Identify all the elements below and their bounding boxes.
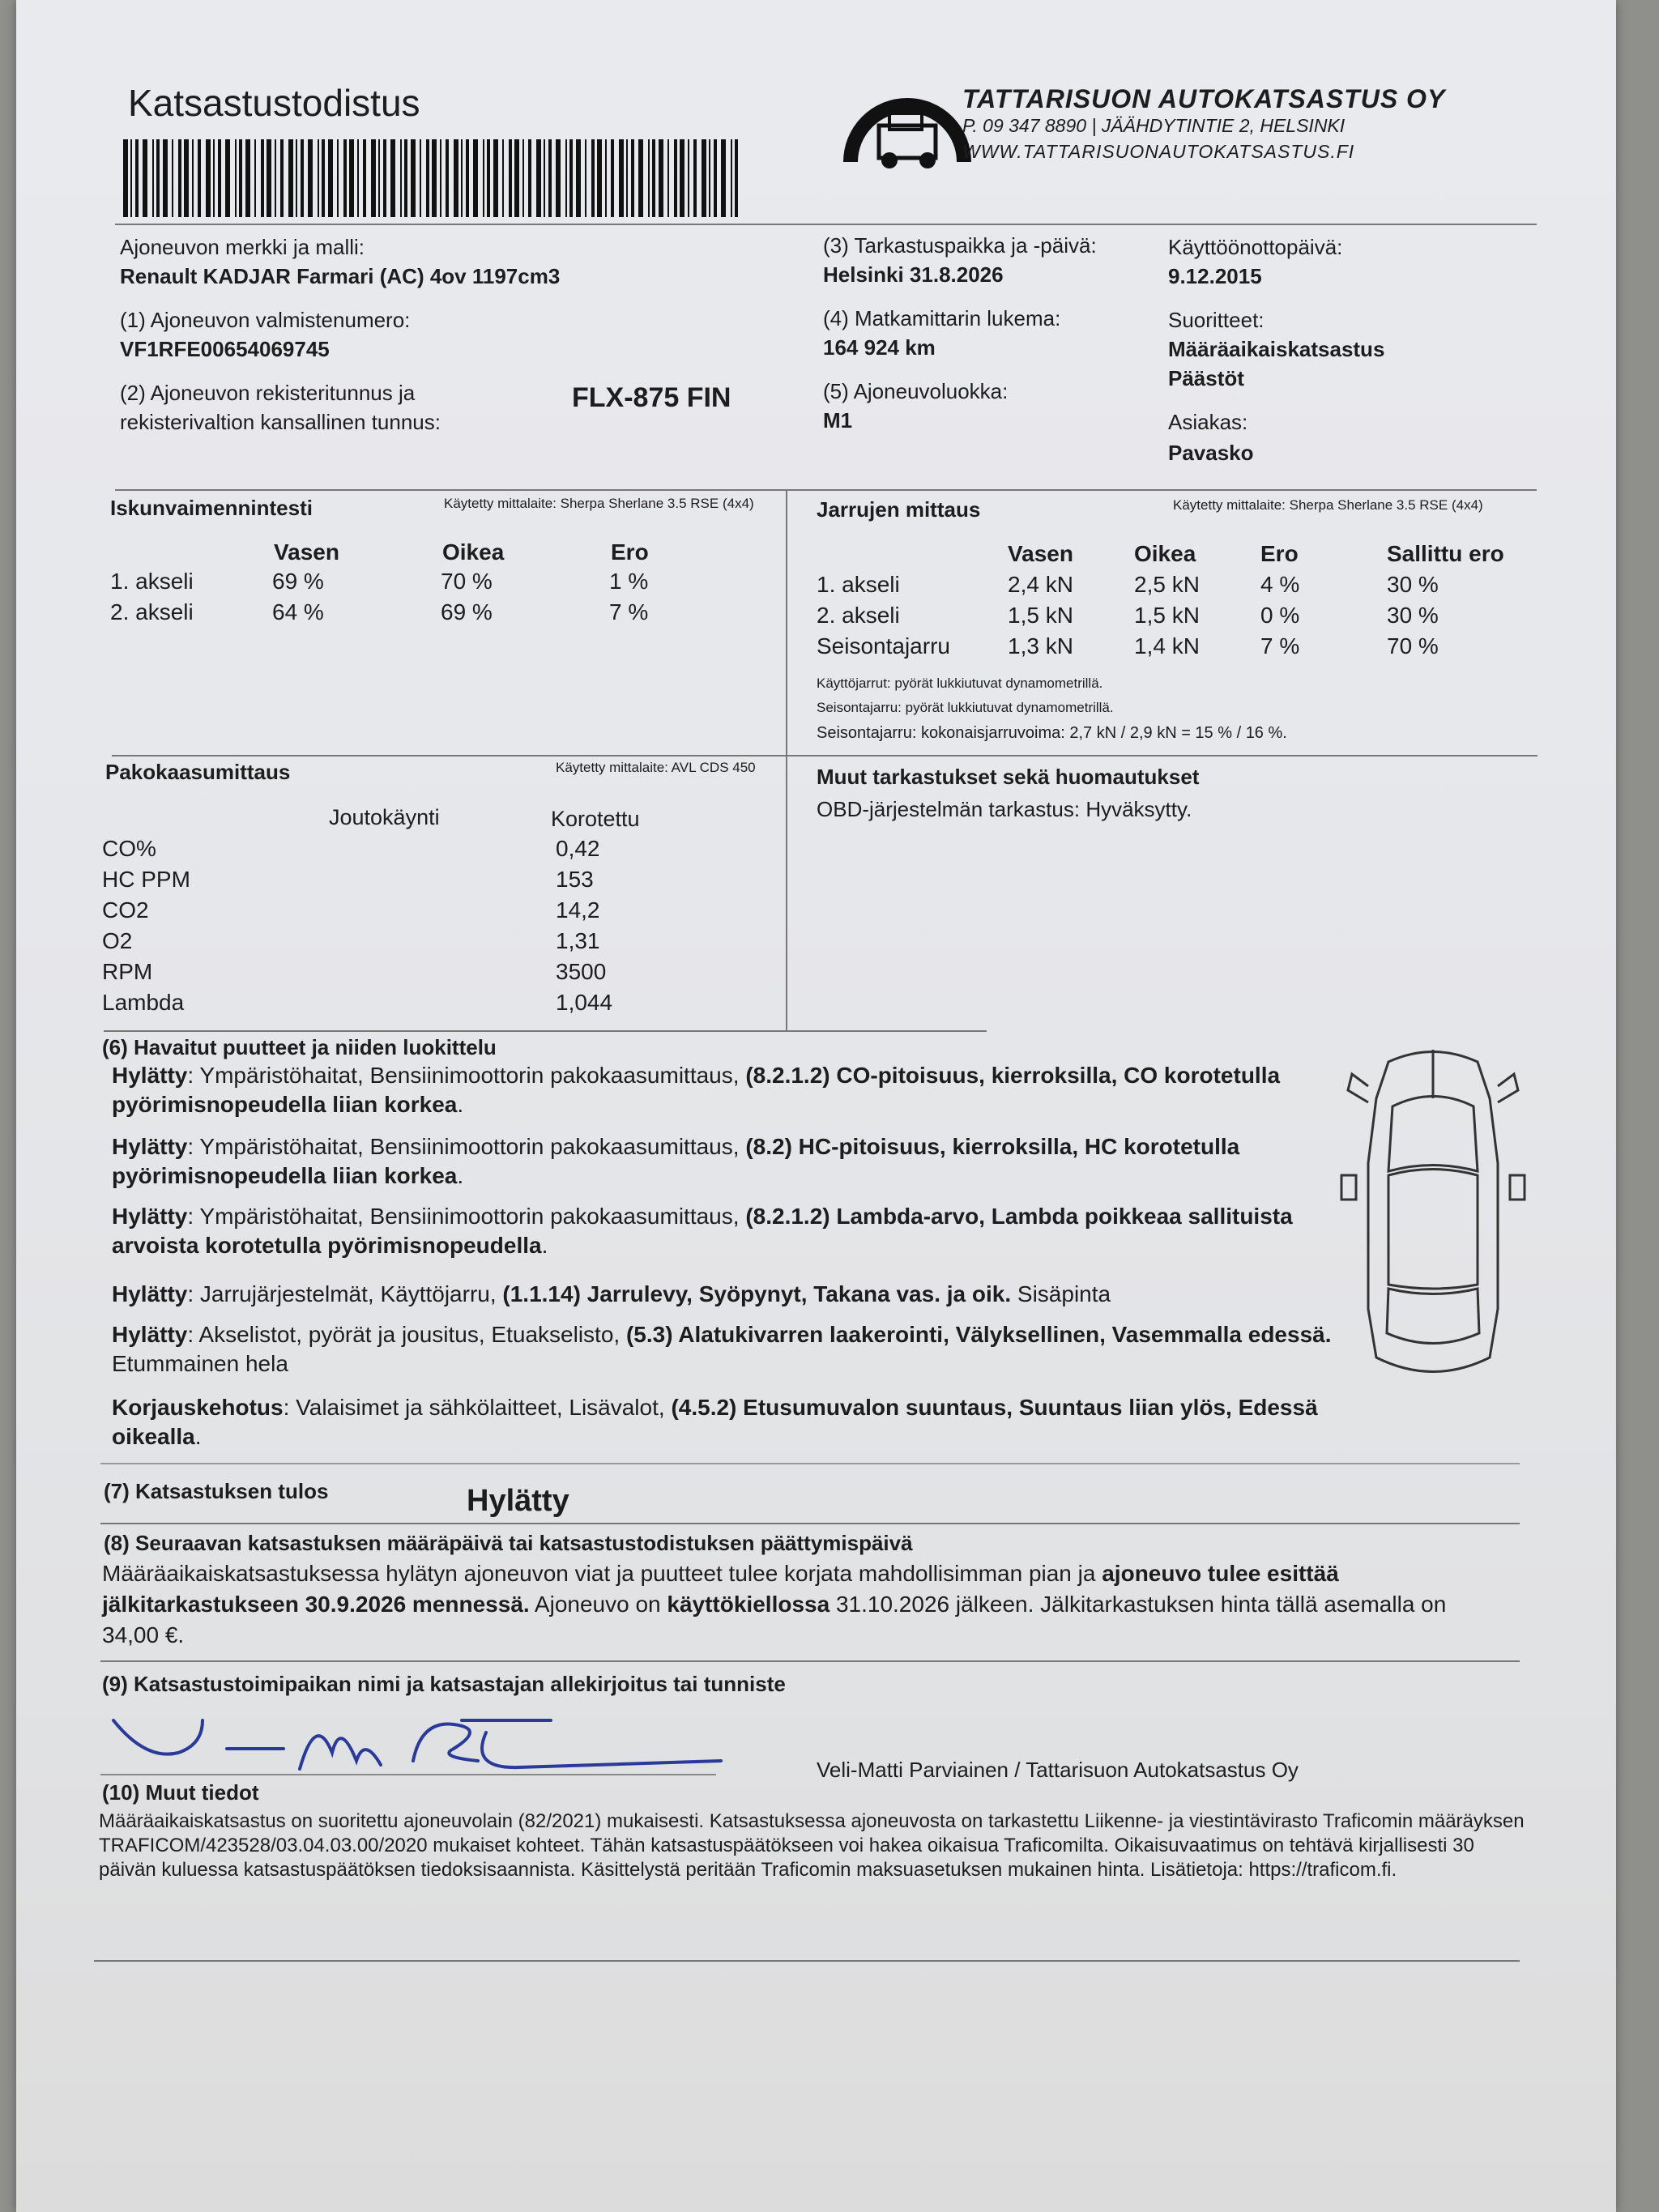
table-row [817,603,1484,629]
vin-label: (1) Ajoneuvon valmistenumero: [120,308,411,332]
row-sallittu: 30 % [1387,572,1439,597]
divider [100,1523,1520,1524]
defect-detail: (8.2.1.2) CO-pitoisuus, kierroksilla, CO korotetulla pyörimisnopeudella liian korkea [112,1063,1281,1117]
defect-item [112,1202,1351,1260]
row-value: 153 [556,867,594,892]
defect-extra: Sisäpinta [1011,1281,1111,1306]
customer-label: Asiakas: [1168,410,1248,434]
defect-status: Hylätty [112,1204,188,1229]
row-oikea: 1,5 kN [1134,603,1200,628]
row-label: Seisontajarru [817,633,950,658]
next-text-part: Määräaikaiskatsastuksessa hylätyn ajoneuvon viat ja puutteet tulee korjata mahdollisimman pian ja [102,1561,1102,1586]
class-value: M1 [823,408,853,433]
divider [115,489,1537,491]
row-label: 2. akseli [110,599,194,624]
shock-title: Iskunvaimennintesti [110,496,313,520]
inspection-certificate-page [16,0,1616,2212]
row-vasen: 64 % [272,599,324,624]
defect-category: : Akselistot, pyörät ja jousitus, Etuakselisto, [187,1322,626,1347]
misc-text: Määräaikaiskatsastus on suoritettu ajoneuvolain (82/2021) mukaisesti. Katsastuksessa ajoneuvosta on tarkastettu Liikenne- ja viestintävirasto Traficomin määräyksen TRAFICOM/423528/03.04.03.00/2020 mukaiset kohteet. Tähän katsastuspäätökseen voi hakea oikaisua Traficomilta. Oikaisuvaatimus on tehtävä kirjallisesti 30 päivän kuluessa katsastuspäätöksen tiedoksisaannista. Käsittelystä peritään Traficomin maksuasetuksen mukainen hinta. Lisätietoja: https://traficom.fi. [99,1810,1525,1881]
row-value: 1,044 [556,990,613,1015]
row-label: 1. akseli [817,572,900,597]
misc-title: (10) Muut tiedot [102,1780,259,1805]
row-ero: 7 % [1260,633,1300,658]
reg-label-2: rekisterivaltion kansallinen tunnus: [120,410,441,434]
defect-status: Korjauskehotus [112,1395,284,1420]
odometer-value: 164 924 km [823,335,936,360]
exhaust-device: Käytetty mittalaite: AVL CDS 450 [556,760,756,775]
row-ero: 4 % [1260,572,1300,597]
table-row [102,959,606,985]
shock-header-row [274,539,708,565]
defect-extra: . [541,1233,548,1258]
company-web: WWW.TATTARISUONAUTOKATSASTUS.FI [962,141,1355,162]
row-sallittu: 70 % [1387,633,1439,658]
document-title: Katsastustodistus [128,82,420,124]
brakes-title: Jarrujen mittaus [817,497,981,522]
defects-title: (6) Havaitut puutteet ja niiden luokittelu [102,1035,497,1059]
table-row [817,572,1484,598]
row-label: CO2 [102,897,149,923]
divider [104,1030,987,1032]
defect-item [112,1061,1351,1119]
company-name: TATTARISUON AUTOKATSASTUS OY [962,84,1446,113]
vin-value: VF1RFE00654069745 [120,337,330,361]
defect-item [112,1320,1351,1379]
other-checks-text: OBD-järjestelmän tarkastus: Hyväksytty. [817,797,1192,821]
brakes-note: Seisontajarru: kokonaisjarruvoima: 2,7 kN / 2,9 kN = 15 % / 16 %. [817,724,1287,742]
brakes-header-ero: Ero [1260,541,1299,566]
next-text [102,1558,1495,1651]
shock-header-ero: Ero [611,539,649,565]
company-logo-icon [834,81,972,170]
row-vasen: 1,3 kN [1008,633,1073,658]
defect-detail: (5.3) Alatukivarren laakerointi, Välyksellinen, Vasemmalla edessä. [625,1322,1332,1347]
reg-label-1: (2) Ajoneuvon rekisteritunnus ja [120,381,416,405]
shock-device: Käytetty mittalaite: Sherpa Sherlane 3.5 RSE (4x4) [444,496,754,511]
divider [100,1463,1520,1464]
next-title: (8) Seuraavan katsastuksen määräpäivä tai katsastustodistuksen päättymispäivä [104,1531,913,1555]
brakes-device: Käytetty mittalaite: Sherpa Sherlane 3.5 RSE (4x4) [1173,497,1483,513]
reg-value: FLX-875 FIN [572,382,731,413]
row-label: HC PPM [102,867,190,892]
other-checks-title: Muut tarkastukset sekä huomautukset [817,765,1200,789]
intro-date-value: 9.12.2015 [1168,264,1262,288]
defect-extra: . [457,1092,464,1117]
table-row [110,569,706,595]
row-value: 0,42 [556,836,600,861]
table-row [102,836,600,862]
defect-category: : Ympäristöhaitat, Bensiinimoottorin pakokaasumittaus, [187,1204,746,1229]
next-text-part: Ajoneuvo on [529,1592,667,1617]
exhaust-col-idle: Joutokäynti [329,805,440,829]
row-oikea: 70 % [441,569,493,594]
next-ban: käyttökiellossa [667,1592,830,1617]
defect-category: : Ympäristöhaitat, Bensiinimoottorin pakokaasumittaus, [187,1063,746,1088]
car-top-view-icon [1340,1042,1526,1390]
inspector-name: Veli-Matti Parviainen / Tattarisuon Autokatsastus Oy [817,1758,1299,1782]
services-value-2: Päästöt [1168,366,1244,390]
table-row [102,990,612,1016]
row-label: 2. akseli [817,603,900,628]
row-ero: 0 % [1260,603,1300,628]
defect-item [112,1393,1351,1451]
brakes-note: Käyttöjarrut: pyörät lukkiutuvat dynamometrillä. [817,676,1103,691]
brakes-note: Seisontajarru: pyörät lukkiutuvat dynamometrillä. [817,700,1114,715]
defect-status: Hylätty [112,1281,188,1306]
row-sallittu: 30 % [1387,603,1439,628]
row-vasen: 69 % [272,569,324,594]
divider [115,224,1537,225]
row-value: 14,2 [556,897,600,923]
defect-item [112,1132,1351,1191]
row-ero: 7 % [609,599,649,624]
customer-value: Pavasko [1168,441,1254,465]
intro-date-label: Käyttöönottopäivä: [1168,235,1343,259]
defect-category: : Jarrujärjestelmät, Käyttöjarru, [187,1281,503,1306]
row-oikea: 1,4 kN [1134,633,1200,658]
table-row [102,897,600,923]
table-row [102,928,600,954]
table-row [817,633,1484,659]
defect-status: Hylätty [112,1134,188,1159]
row-label: RPM [102,959,153,984]
class-label: (5) Ajoneuvoluokka: [823,379,1009,403]
services-value-1: Määräaikaiskatsastus [1168,337,1385,361]
place-label: (3) Tarkastuspaikka ja -päivä: [823,233,1097,258]
row-ero: 1 % [609,569,649,594]
row-label: O2 [102,928,133,953]
divider [94,1960,1520,1962]
defect-detail: (1.1.14) Jarrulevy, Syöpynyt, Takana vas. ja oik. [502,1281,1012,1306]
barcode [123,139,747,217]
row-label: 1. akseli [110,569,194,594]
make-model-value: Renault KADJAR Farmari (AC) 4ov 1197cm3 [120,264,561,288]
next-deadline: ajoneuvo tulee esittää jälkitarkastukseen 30.9.2026 mennessä. [102,1561,1339,1617]
table-row [110,599,706,625]
defect-detail: (4.5.2) Etusumuvalon suuntaus, Suuntaus liian ylös, Edessä oikealla [112,1395,1318,1449]
defect-status: Hylätty [112,1063,188,1088]
result-label: (7) Katsastuksen tulos [104,1479,329,1503]
odometer-label: (4) Matkamittarin lukema: [823,306,1061,330]
row-value: 3500 [556,959,607,984]
defect-extra: Etummainen hela [112,1351,288,1376]
signature-line [100,1774,716,1775]
row-vasen: 1,5 kN [1008,603,1073,628]
exhaust-col-raised: Korotettu [551,807,640,831]
defect-category: : Ympäristöhaitat, Bensiinimoottorin pakokaasumittaus, [187,1134,746,1159]
place-value: Helsinki 31.8.2026 [823,262,1004,287]
row-vasen: 2,4 kN [1008,572,1073,597]
defect-detail: (8.2) HC-pitoisuus, kierroksilla, HC korotetulla pyörimisnopeudella liian korkea [112,1134,1240,1188]
row-oikea: 69 % [441,599,493,624]
brakes-header-row [1008,541,1549,567]
brakes-header-sallittu: Sallittu ero [1387,541,1504,566]
exhaust-title: Pakokaasumittaus [105,760,291,784]
next-text-part: 31.10.2026 jälkeen. Jälkitarkastuksen hinta tällä asemalla on 34,00 €. [102,1592,1447,1647]
handwritten-signature [97,1704,729,1785]
defect-category: : Valaisimet ja sähkölaitteet, Lisävalot, [283,1395,672,1420]
shock-header-oikea: Oikea [442,539,505,565]
row-label: CO% [102,836,156,861]
defect-item [112,1280,1351,1309]
column-divider [786,489,787,1032]
brakes-header-oikea: Oikea [1134,541,1196,566]
row-value: 1,31 [556,928,600,953]
table-row [102,867,594,893]
shock-header-vasen: Vasen [274,539,339,565]
defect-extra: . [457,1163,464,1188]
services-label: Suoritteet: [1168,308,1265,332]
company-contact: P. 09 347 8890 | JÄÄHDYTINTIE 2, HELSINKI [962,115,1346,136]
row-oikea: 2,5 kN [1134,572,1200,597]
defect-status: Hylätty [112,1322,188,1347]
make-model-label: Ajoneuvon merkki ja malli: [120,235,365,259]
result-value: Hylätty [467,1484,569,1518]
defect-detail: (8.2.1.2) Lambda-arvo, Lambda poikkeaa sallituista arvoista korotetulla pyörimisnopeudella [112,1204,1293,1258]
divider [112,755,1537,757]
signature-label: (9) Katsastustoimipaikan nimi ja katsastajan allekirjoitus tai tunniste [102,1672,786,1696]
brakes-header-vasen: Vasen [1008,541,1073,566]
divider [100,1660,1520,1662]
defect-extra: . [194,1424,202,1449]
row-label: Lambda [102,990,185,1015]
